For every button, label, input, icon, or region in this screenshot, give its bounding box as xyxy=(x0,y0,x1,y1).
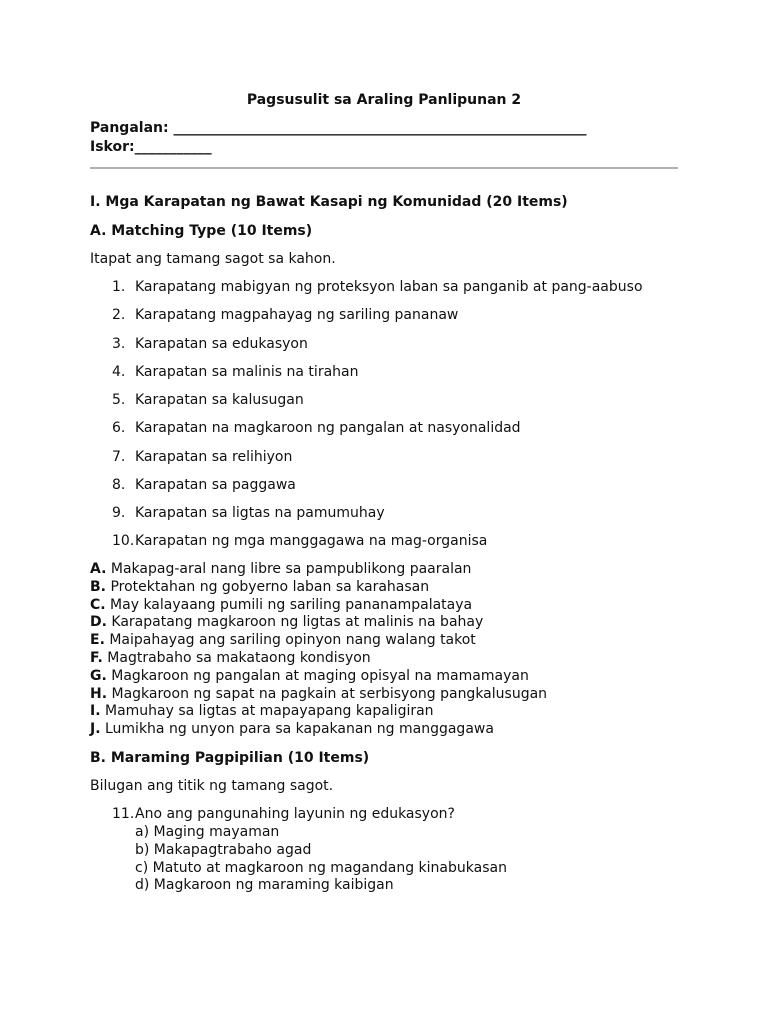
choice-letter: D. xyxy=(90,614,107,631)
document-title: Pagsusulit sa Araling Panlipunan 2 xyxy=(246,92,522,108)
item-number: 5. xyxy=(112,392,126,408)
choice-item xyxy=(90,650,547,668)
question-number: 11. xyxy=(112,806,135,822)
choices-list xyxy=(90,561,547,739)
choice-letter: B. xyxy=(90,578,106,595)
choice-text: Magtrabaho sa makataong kondisyon xyxy=(107,649,371,666)
choice-item xyxy=(90,597,547,615)
choice-text: Maipahayag ang sariling opinyon nang walang takot xyxy=(109,632,476,649)
item-text: Karapatan sa malinis na tirahan xyxy=(135,364,359,380)
item-text: Karapatang mabigyan ng proteksyon laban sa panganib at pang-aabuso xyxy=(135,279,643,295)
matching-item xyxy=(112,420,521,436)
choice-text: Lumikha ng unyon para sa kapakanan ng manggagawa xyxy=(104,721,494,738)
choice-item xyxy=(90,579,547,597)
choice-letter: J. xyxy=(90,721,101,738)
item-text: Karapatan ng mga manggagawa na mag-organisa xyxy=(135,533,488,549)
mc-option: d) Magkaroon ng maraming kaibigan xyxy=(135,877,394,894)
choice-letter: F. xyxy=(90,649,103,666)
part-a-instruction: Itapat ang tamang sagot sa kahon. xyxy=(90,251,336,267)
item-number: 3. xyxy=(112,336,126,352)
item-text: Karapatan sa relihiyon xyxy=(135,449,293,465)
item-text: Karapatan sa paggawa xyxy=(135,477,296,493)
item-text: Karapatan na magkaroon ng pangalan at nasyonalidad xyxy=(135,420,521,436)
matching-item xyxy=(112,477,296,493)
mc-option: c) Matuto at magkaroon ng magandang kinabukasan xyxy=(135,859,507,876)
matching-item xyxy=(112,505,385,521)
choice-text: Mamuhay sa ligtas at mapayapang kapaligiran xyxy=(104,703,434,720)
matching-item xyxy=(112,533,487,549)
choice-text: May kalayaang pumili ng sariling pananampalataya xyxy=(110,596,473,613)
mc-option: a) Maging mayaman xyxy=(135,824,280,840)
choice-letter: C. xyxy=(90,596,106,613)
item-text: Karapatan sa edukasyon xyxy=(135,336,308,352)
mc-options xyxy=(135,824,507,895)
question-text: Ano ang pangunahing layunin ng edukasyon? xyxy=(135,806,455,822)
item-number: 1. xyxy=(112,279,126,295)
choice-letter: G. xyxy=(90,667,107,684)
choice-letter: H. xyxy=(90,685,108,702)
mc-option: b) Makapagtrabaho agad xyxy=(135,841,312,858)
choice-text: Magkaroon ng pangalan at maging opisyal na mamamayan xyxy=(111,667,529,684)
choice-text: Karapatang magkaroon ng ligtas at malinis na bahay xyxy=(111,614,484,631)
item-number: 2. xyxy=(112,307,126,323)
choice-item xyxy=(90,703,547,721)
item-number: 6. xyxy=(112,420,126,436)
score-field: Iskor:___________ xyxy=(90,139,212,155)
matching-item xyxy=(112,392,304,408)
matching-item xyxy=(112,364,358,380)
name-field: Pangalan: ___________________________________________________________ xyxy=(90,120,587,136)
item-number: 10. xyxy=(112,533,135,549)
matching-item xyxy=(112,336,308,352)
choice-item xyxy=(90,561,547,579)
mc-question xyxy=(112,806,455,822)
header-divider xyxy=(90,167,678,169)
matching-item xyxy=(112,449,292,465)
matching-item xyxy=(112,279,643,295)
part-b-instruction: Bilugan ang titik ng tamang sagot. xyxy=(90,778,334,794)
choice-item xyxy=(90,614,547,632)
choice-text: Protektahan ng gobyerno laban sa karahasan xyxy=(110,578,430,595)
choice-item xyxy=(90,721,547,739)
item-number: 4. xyxy=(112,364,126,380)
choice-item xyxy=(90,668,547,686)
item-number: 9. xyxy=(112,505,126,521)
choice-text: Magkaroon ng sapat na pagkain at serbisyong pangkalusugan xyxy=(111,685,548,702)
choice-letter: I. xyxy=(90,703,101,720)
item-text: Karapatan sa kalusugan xyxy=(135,392,304,408)
item-text: Karapatan sa ligtas na pamumuhay xyxy=(135,505,385,521)
choice-text: Makapag-aral nang libre sa pampublikong paaralan xyxy=(110,561,472,577)
choice-letter: E. xyxy=(90,632,105,649)
item-number: 8. xyxy=(112,477,126,493)
choice-item xyxy=(90,632,547,650)
choice-letter: A. xyxy=(90,561,107,577)
item-number: 7. xyxy=(112,449,126,465)
section-heading: I. Mga Karapatan ng Bawat Kasapi ng Komunidad (20 Items) xyxy=(90,194,568,210)
choice-item xyxy=(90,686,547,704)
matching-item xyxy=(112,307,458,323)
item-text: Karapatang magpahayag ng sariling pananaw xyxy=(135,307,459,323)
part-a-heading: A. Matching Type (10 Items) xyxy=(90,223,313,239)
part-b-heading: B. Maraming Pagpipilian (10 Items) xyxy=(90,750,370,766)
